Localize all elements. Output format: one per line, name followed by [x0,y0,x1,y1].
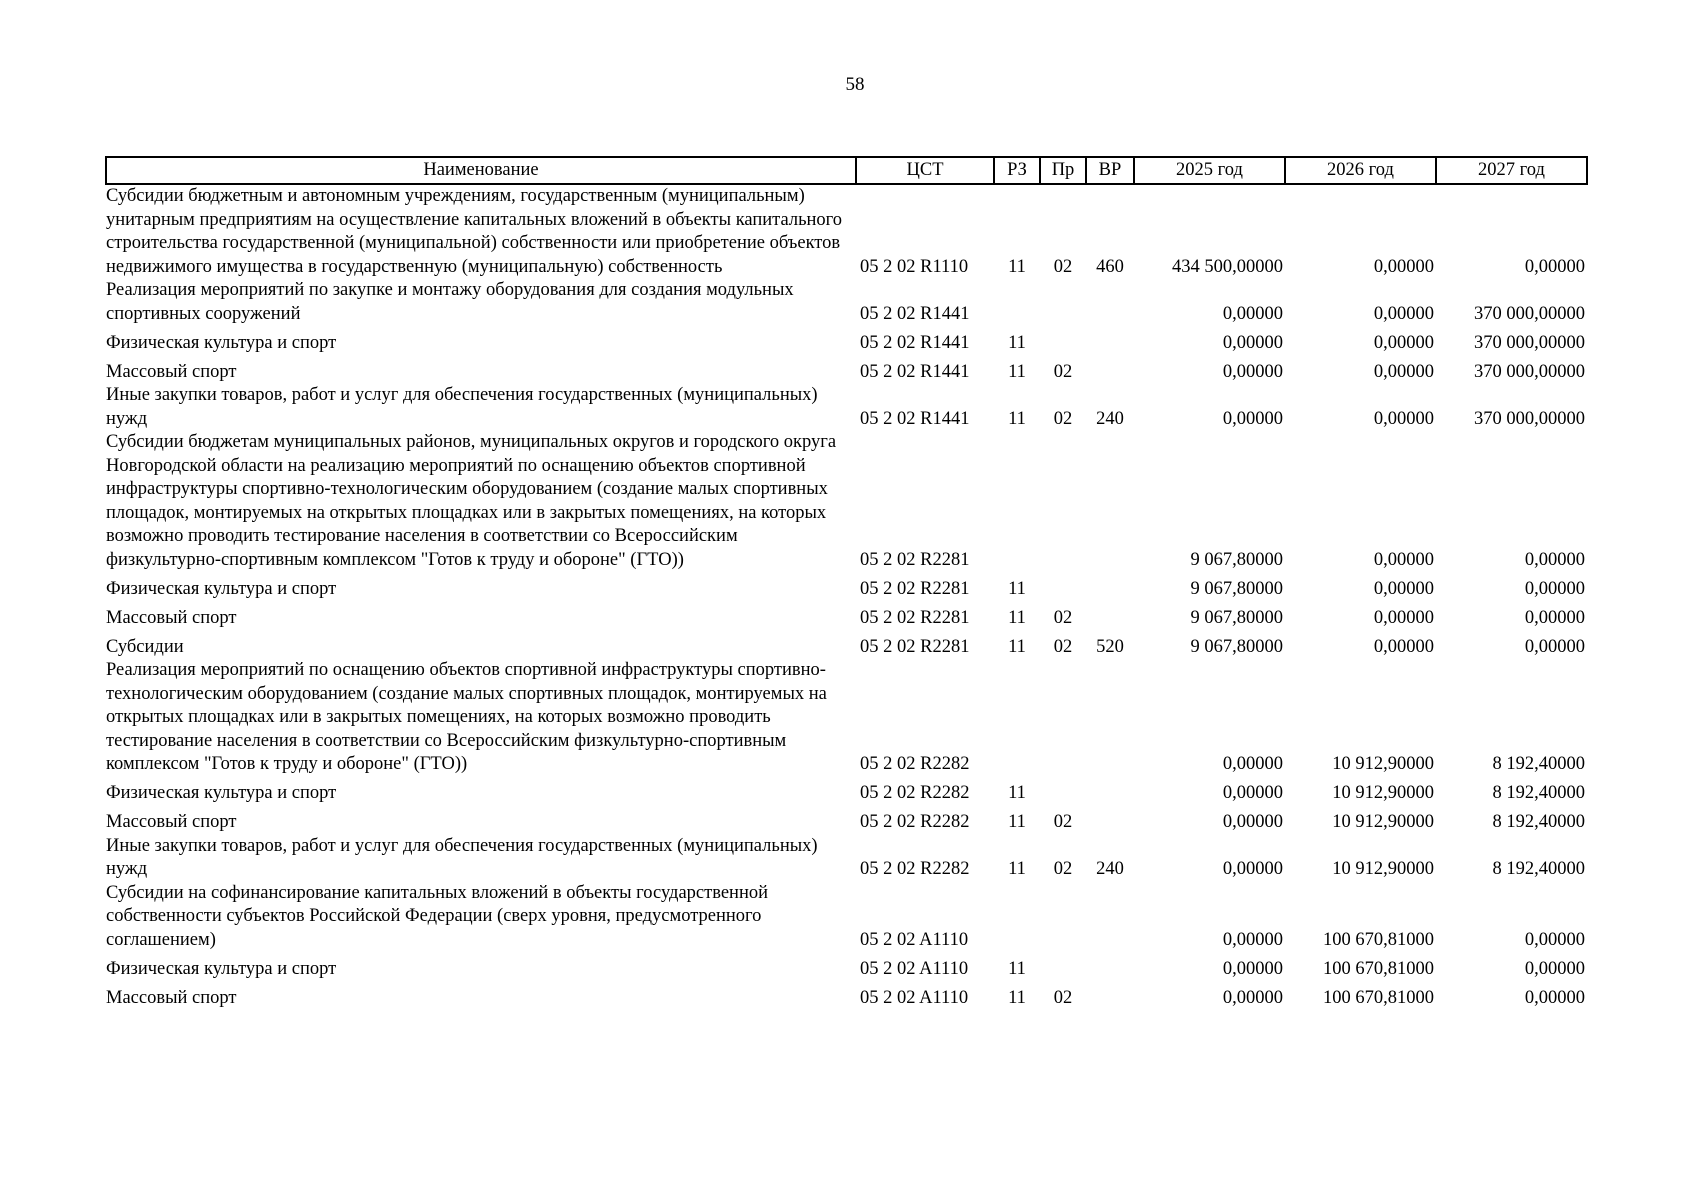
row-cst: 05 2 02 R2282 [860,812,970,832]
row-cst: 05 2 02 R1110 [860,256,969,277]
row-name: Массовый спорт [106,812,237,832]
table-row [106,952,1587,981]
header-name: Наименование [106,157,856,184]
row-2027: 0,00000 [1524,607,1585,628]
row-vr [1086,572,1134,601]
row-pr: 02 [1053,408,1073,429]
row-vr [1086,882,1134,953]
row-cst: 05 2 02 A1110 [860,958,969,979]
row-2027: 0,00000 [1524,549,1585,570]
row-pr [1040,431,1086,572]
table-row [106,835,1587,882]
header-cst: ЦСТ [856,157,994,184]
row-2027: 0,00000 [1524,256,1585,277]
row-2027: 8 192,40000 [1492,783,1585,803]
row-vr [1086,981,1134,1010]
row-pr: 02 [1053,859,1073,879]
table-row [106,882,1587,953]
row-rz: 11 [1008,987,1026,1008]
row-cst: 05 2 02 R2282 [860,859,970,879]
row-2025: 0,00000 [1222,754,1283,774]
row-2026: 100 670,81000 [1323,987,1434,1008]
row-pr: 02 [1053,636,1073,657]
table-row [106,326,1587,355]
row-2026: 100 670,81000 [1323,958,1434,979]
row-pr [1040,572,1086,601]
row-2026: 0,00000 [1373,361,1434,382]
row-cst: 05 2 02 R2282 [860,754,970,774]
row-name: Иные закупки товаров, работ и услуг для обеспечения государственных (муниципальных) нужд [106,835,818,879]
table-row [106,431,1587,572]
row-pr [1040,279,1086,326]
page-number: 58 [845,74,865,95]
row-2025: 0,00000 [1222,361,1283,382]
table-row [106,981,1587,1010]
row-2025: 9 067,80000 [1190,578,1283,599]
budget-table [105,156,1588,1010]
row-pr [1040,659,1086,777]
row-2027: 8 192,40000 [1492,754,1585,774]
row-2025: 9 067,80000 [1190,607,1283,628]
table-row [106,630,1587,659]
row-cst: 05 2 02 R2282 [860,783,970,803]
row-pr [1040,777,1086,806]
row-rz [994,279,1040,326]
table-row [106,806,1587,835]
row-2026: 10 912,90000 [1332,812,1434,832]
row-2027: 0,00000 [1524,958,1585,979]
row-name: Массовый спорт [106,987,237,1008]
row-name: Реализация мероприятий по оснащению объектов спортивной инфраструктуры спортивно-технологическим оборудованием (создание малых спортивных площадок, монтируемых на открытых площадках или в закрытых помещениях, на которых возможно проводить тестирование населения в соответствии со Всероссийским физкультурно-спортивным комплексом "Готов к труду и обороне" (ГТО)) [106,660,827,774]
row-rz: 11 [1008,578,1026,599]
table-row [106,777,1587,806]
row-vr [1086,326,1134,355]
row-vr [1086,806,1134,835]
row-2027: 0,00000 [1524,578,1585,599]
row-2026: 10 912,90000 [1332,783,1434,803]
row-rz: 11 [1008,958,1026,979]
row-name: Физическая культура и спорт [106,958,337,979]
table-row [106,601,1587,630]
row-name: Физическая культура и спорт [106,332,337,353]
row-rz [994,882,1040,953]
row-2027: 8 192,40000 [1492,812,1585,832]
row-2025: 434 500,00000 [1172,256,1283,277]
row-2027: 370 000,00000 [1474,332,1585,353]
row-2025: 0,00000 [1222,812,1283,832]
row-vr [1086,431,1134,572]
row-name: Субсидии [106,636,184,657]
row-2025: 0,00000 [1222,929,1283,950]
row-2026: 0,00000 [1373,636,1434,657]
row-2025: 0,00000 [1222,408,1283,429]
row-2027: 8 192,40000 [1492,859,1585,879]
row-pr: 02 [1053,361,1073,382]
row-pr: 02 [1053,607,1073,628]
table-row [106,355,1587,384]
row-2027: 0,00000 [1524,636,1585,657]
row-name: Субсидии бюджетам муниципальных районов, муниципальных округов и городского округа Новгородской области на реализацию мероприятий по оснащению объектов спортивной инфраструктуры спортивно-технологическим оборудованием (создание малых спортивных площадок, монтируемых на открытых площадках или в закрытых помещениях, на которых возможно проводить тестирование населения в соответствии со Всероссийским физкультурно-спортивным комплексом "Готов к труду и обороне" (ГТО)) [106,432,837,570]
header-2027: 2027 год [1436,157,1587,184]
table-header-row [106,157,1587,184]
row-2025: 0,00000 [1222,958,1283,979]
row-name: Субсидии бюджетным и автономным учреждениям, государственным (муниципальным) унитарным предприятиям на осуществление капитальных вложений в объекты капитального строительства государственной (муниципальной) собственности или приобретение объектов недвижимого имущества в государственную (муниципальную) собственность [106,186,843,277]
row-vr: 240 [1096,859,1124,879]
row-name: Физическая культура и спорт [106,578,337,599]
row-pr: 02 [1053,812,1073,832]
header-rz: РЗ [994,157,1040,184]
row-cst: 05 2 02 R1441 [860,332,970,353]
table-row [106,279,1587,326]
row-2027: 0,00000 [1524,929,1585,950]
row-vr: 460 [1096,256,1124,277]
row-cst: 05 2 02 R1441 [860,303,970,324]
row-2025: 0,00000 [1222,987,1283,1008]
row-2026: 0,00000 [1373,303,1434,324]
row-2025: 9 067,80000 [1190,636,1283,657]
header-2025: 2025 год [1134,157,1285,184]
row-cst: 05 2 02 A1110 [860,929,969,950]
row-pr: 02 [1053,987,1073,1008]
row-2025: 0,00000 [1222,303,1283,324]
row-vr [1086,279,1134,326]
row-2026: 0,00000 [1373,607,1434,628]
row-rz: 11 [1008,812,1026,832]
row-pr [1040,326,1086,355]
row-2025: 9 067,80000 [1190,549,1283,570]
row-cst: 05 2 02 R1441 [860,408,970,429]
row-rz [994,431,1040,572]
row-vr [1086,355,1134,384]
table-row [106,572,1587,601]
row-pr [1040,882,1086,953]
row-2027: 370 000,00000 [1474,361,1585,382]
row-rz: 11 [1008,783,1026,803]
row-2026: 10 912,90000 [1332,754,1434,774]
row-2027: 370 000,00000 [1474,408,1585,429]
row-cst: 05 2 02 R1441 [860,361,970,382]
row-cst: 05 2 02 A1110 [860,987,969,1008]
row-2026: 0,00000 [1373,408,1434,429]
row-2025: 0,00000 [1222,332,1283,353]
row-vr [1086,601,1134,630]
row-cst: 05 2 02 R2281 [860,636,970,657]
header-vr: ВР [1086,157,1134,184]
row-name: Физическая культура и спорт [106,783,337,803]
row-rz: 11 [1008,332,1026,353]
row-2027: 0,00000 [1524,987,1585,1008]
row-vr [1086,952,1134,981]
row-rz: 11 [1008,607,1026,628]
row-name: Реализация мероприятий по закупке и монтажу оборудования для создания модульных спортивных сооружений [106,280,794,324]
row-vr: 520 [1096,636,1124,657]
header-2026: 2026 год [1285,157,1436,184]
row-2025: 0,00000 [1222,783,1283,803]
row-cst: 05 2 02 R2281 [860,549,970,570]
row-rz: 11 [1008,859,1026,879]
table-row [106,384,1587,431]
row-name: Субсидии на софинансирование капитальных вложений в объекты государственной собственности субъектов Российской Федерации (сверх уровня, предусмотренного соглашением) [106,882,768,950]
row-pr [1040,952,1086,981]
row-2026: 0,00000 [1373,549,1434,570]
row-pr: 02 [1053,256,1073,277]
row-2026: 100 670,81000 [1323,929,1434,950]
row-2026: 0,00000 [1373,332,1434,353]
row-2026: 0,00000 [1373,256,1434,277]
row-rz [994,659,1040,777]
row-cst: 05 2 02 R2281 [860,607,970,628]
row-vr [1086,659,1134,777]
row-2026: 10 912,90000 [1332,859,1434,879]
row-rz: 11 [1008,408,1026,429]
row-2026: 0,00000 [1373,578,1434,599]
table-row [106,659,1587,777]
row-name: Массовый спорт [106,361,237,382]
row-cst: 05 2 02 R2281 [860,578,970,599]
row-vr [1086,777,1134,806]
row-rz: 11 [1008,636,1026,657]
row-rz: 11 [1008,256,1026,277]
row-name: Иные закупки товаров, работ и услуг для обеспечения государственных (муниципальных) нужд [106,385,818,429]
table-row [106,184,1587,279]
row-2025: 0,00000 [1222,859,1283,879]
row-name: Массовый спорт [106,607,237,628]
row-vr: 240 [1096,408,1124,429]
row-2027: 370 000,00000 [1474,303,1585,324]
row-rz: 11 [1008,361,1026,382]
header-pr: Пр [1040,157,1086,184]
